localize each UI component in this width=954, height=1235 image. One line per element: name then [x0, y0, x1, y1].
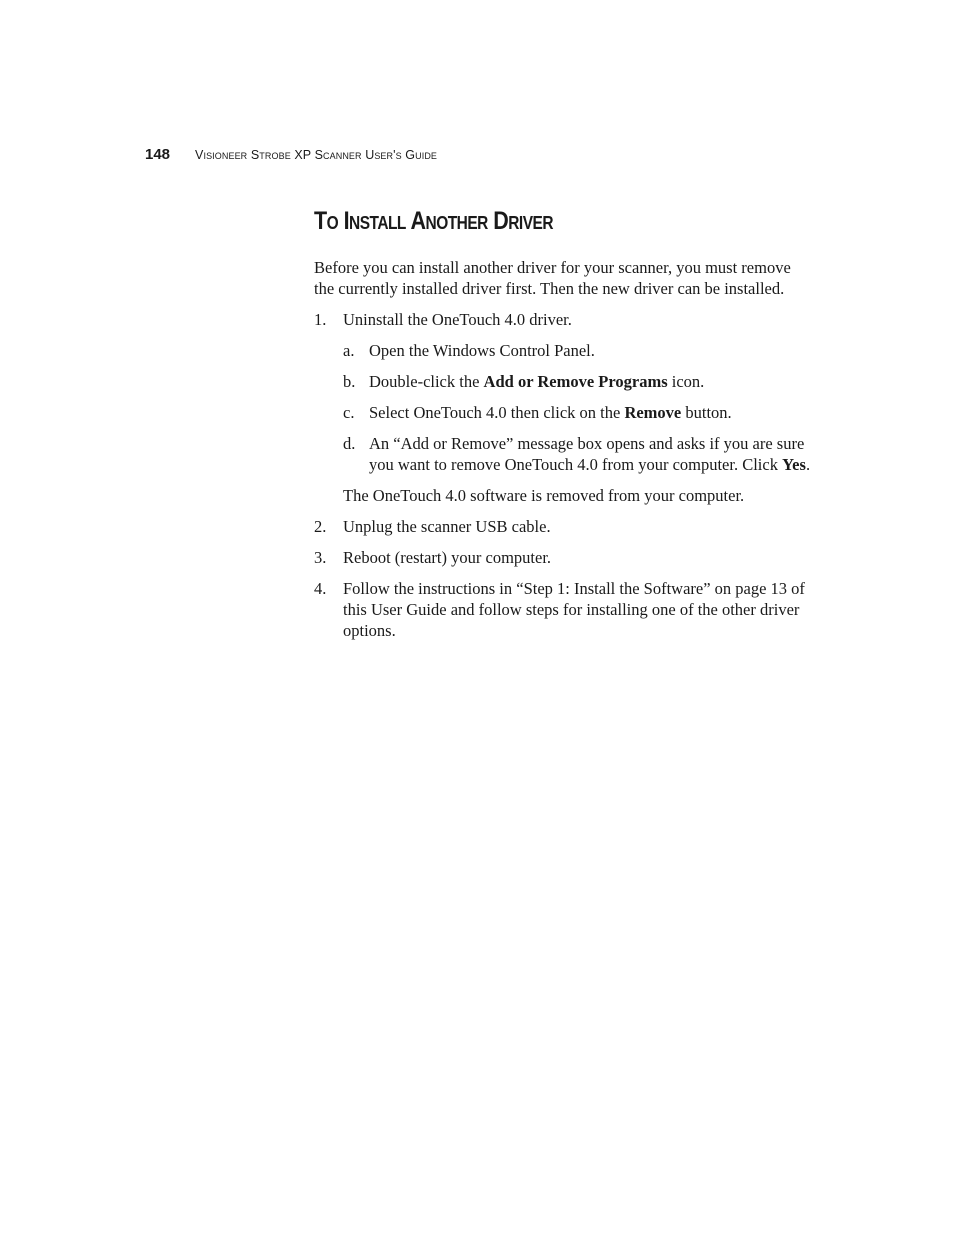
- section-title: To Install Another Driver: [314, 207, 553, 235]
- ui-label-yes: Yes: [782, 455, 806, 474]
- running-header: [145, 146, 437, 163]
- step-text: Unplug the scanner USB cable.: [343, 517, 551, 536]
- step-text: Uninstall the OneTouch 4.0 driver.: [343, 310, 572, 329]
- substep-b: [343, 371, 814, 392]
- list-item-step-3: [314, 547, 814, 568]
- substep-a: [343, 340, 814, 361]
- substep-letter: a.: [343, 341, 355, 360]
- step-number: 1.: [314, 310, 327, 329]
- step-text: Follow the instructions in “Step 1: Install the Software” on page 13 of this User Guide and follow steps for installing one of the other driver options.: [343, 579, 805, 640]
- substep-letter: c.: [343, 403, 355, 422]
- page-number: 148: [145, 146, 171, 163]
- step-number: 2.: [314, 517, 327, 536]
- substep-text: An “Add or Remove” message box opens and asks if you are sure you want to remove OneTouch 4.0 from your computer. Click Yes.: [369, 434, 811, 474]
- intro-paragraph: Before you can install another driver for your scanner, you must remove the currently installed driver first. Then the new driver can be installed.: [314, 258, 791, 298]
- step-number: 4.: [314, 579, 327, 598]
- step-text: Reboot (restart) your computer.: [343, 548, 552, 567]
- substep-text: Select OneTouch 4.0 then click on the Remove button.: [369, 403, 732, 422]
- list-item-step-4: [314, 578, 814, 641]
- ui-label-add-or-remove-programs: Add or Remove Programs: [483, 372, 668, 391]
- main-content: [314, 257, 814, 651]
- list-item-step-1: [314, 309, 814, 330]
- substep-letter: b.: [343, 372, 356, 391]
- step-number: 3.: [314, 548, 327, 567]
- ui-label-remove: Remove: [624, 403, 682, 422]
- substep-text: Double-click the Add or Remove Programs icon.: [369, 372, 705, 391]
- substep-letter: d.: [343, 434, 356, 453]
- substep-text: Open the Windows Control Panel.: [369, 341, 595, 360]
- substep-d: [343, 433, 814, 475]
- step-note: The OneTouch 4.0 software is removed from your computer.: [343, 486, 745, 505]
- book-title: Visioneer Strobe XP Scanner User's Guide: [195, 148, 438, 162]
- substep-c: [343, 402, 814, 423]
- list-item-step-2: [314, 516, 814, 537]
